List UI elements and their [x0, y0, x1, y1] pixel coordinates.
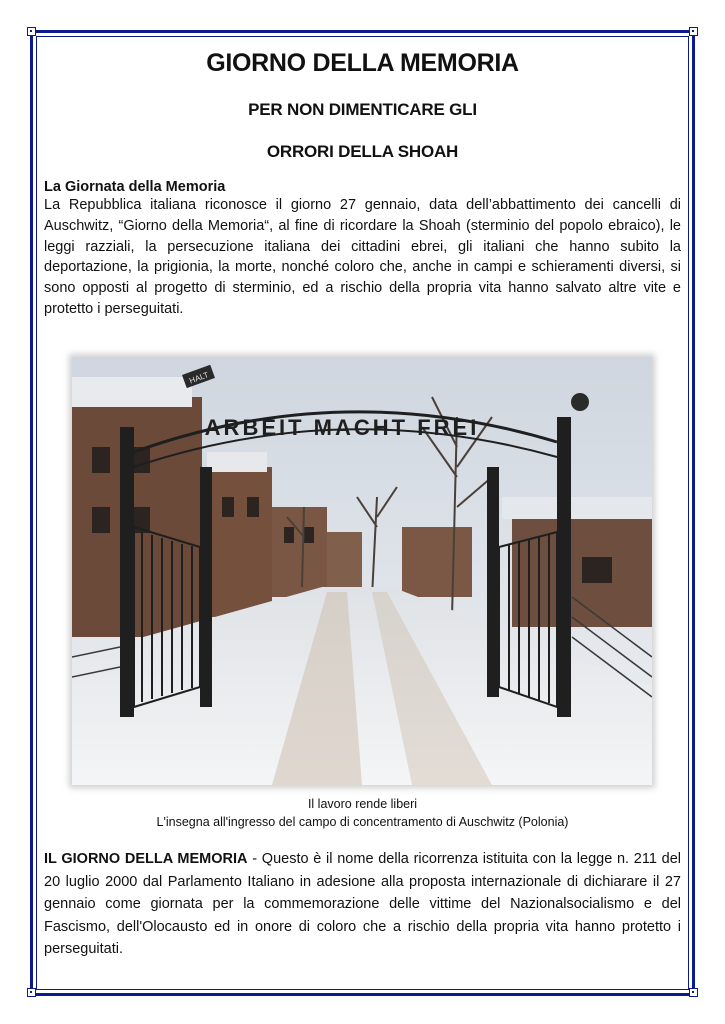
closing-paragraph	[44, 848, 681, 961]
section-heading: La Giornata della Memoria	[44, 179, 226, 195]
subtitle-line-1: PER NON DIMENTICARE GLI	[248, 100, 477, 119]
closing-lead: IL GIORNO DELLA MEMORIA	[44, 851, 248, 867]
corner-ornament	[27, 27, 36, 36]
subtitle-line-2: ORRORI DELLA SHOAH	[266, 142, 459, 161]
photo-caption-description: L'insegna all'ingresso del campo di concentramento di Auschwitz (Polonia)	[156, 815, 569, 829]
sign-text: ARBEIT MACHT FREI	[204, 415, 480, 440]
page-title: GIORNO DELLA MEMORIA	[206, 49, 519, 77]
section-paragraph: La Repubblica italiana riconosce il giorno 27 gennaio, data dell’abbattimento dei cancelli di Auschwitz, “Giorno della Memoria“, al fine di ricordare la Shoah (sterminio del popolo ebraico), le leggi razziali, la persecuzione italiana dei cittadini ebrei, gli italiani che hanno subito la deportazione, la prigionia, la morte, nonché coloro che, anche in campi e schieramenti diversi, si sono opposti al progetto di sterminio, ed a rischio della propria vita hanno salvato altre vite e protetto i perseguitati.	[44, 197, 681, 317]
photo-caption-title: Il lavoro rende liberi	[307, 797, 418, 811]
closing-body: - Questo è il nome della ricorrenza istituita con la legge n. 211 del 20 luglio 2000 dal Parlamento Italiano in adesione alla proposta internazionale di dichiarare il 27 gennaio come giornata per la commemorazione delle vittime del Nazionalsocialismo e del Fascismo, dell'Olocausto ed in onore di coloro che a rischio della propria vita hanno protetto i perseguitati.	[44, 851, 682, 957]
auschwitz-gate-photo	[72, 357, 652, 785]
corner-ornament	[689, 27, 698, 36]
corner-ornament	[689, 988, 698, 997]
document-body	[44, 44, 681, 320]
corner-ornament	[27, 988, 36, 997]
halt-sign-text: HALT	[188, 370, 210, 386]
